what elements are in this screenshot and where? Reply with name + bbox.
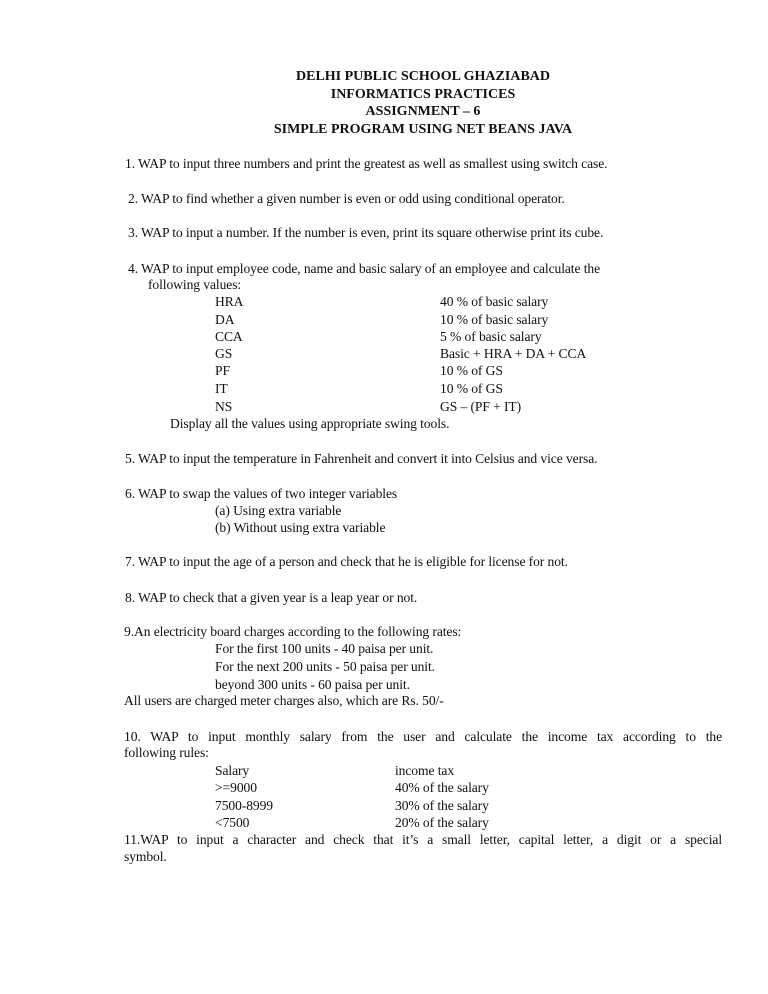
q4-row-value: Basic + HRA + DA + CCA — [440, 346, 587, 361]
subject-heading: INFORMATICS PRACTICES — [330, 87, 516, 102]
assignment-heading: ASSIGNMENT – 6 — [365, 104, 481, 119]
question-9-footer: All users are charged meter charges also, which are Rs. 50/- — [124, 693, 444, 708]
question-10-line1: 10. WAP to input monthly salary from the user and calculate the income tax according to the — [124, 729, 722, 744]
q10-row-label: >=9000 — [215, 780, 257, 795]
q4-row-value: 10 % of basic salary — [440, 312, 549, 327]
q4-row-label: CCA — [215, 329, 243, 344]
topic-heading: SIMPLE PROGRAM USING NET BEANS JAVA — [273, 122, 573, 137]
question-2: 2. WAP to find whether a given number is even or odd using conditional operator. — [128, 191, 565, 206]
q9-rate: For the first 100 units - 40 paisa per unit. — [215, 641, 434, 656]
q10-row-value: 40% of the salary — [395, 780, 489, 795]
question-5: 5. WAP to input the temperature in Fahrenheit and convert it into Celsius and vice versa. — [125, 451, 598, 466]
question-3: 3. WAP to input a number. If the number is even, print its square otherwise print its cube. — [128, 225, 604, 240]
question-1: 1. WAP to input three numbers and print the greatest as well as smallest using switch case. — [125, 156, 608, 171]
question-4-line2: following values: — [148, 277, 242, 292]
question-6-line1: 6. WAP to swap the values of two integer variables — [125, 486, 398, 501]
question-6-option-a: (a) Using extra variable — [215, 503, 342, 518]
question-9-line1: 9.An electricity board charges according to the following rates: — [124, 624, 462, 639]
q10-row-value: income tax — [395, 763, 455, 778]
q10-row-label: Salary — [215, 763, 250, 778]
q4-row-value: 10 % of GS — [440, 381, 503, 396]
q4-row-label: GS — [215, 346, 233, 361]
q4-row-value: 40 % of basic salary — [440, 294, 549, 309]
school-heading: DELHI PUBLIC SCHOOL GHAZIABAD — [296, 69, 550, 84]
q9-rate: For the next 200 units - 50 paisa per unit. — [215, 659, 435, 674]
q10-row-label: 7500-8999 — [215, 798, 274, 813]
q10-row-label: <7500 — [215, 815, 250, 830]
question-8: 8. WAP to check that a given year is a leap year or not. — [125, 590, 418, 605]
q9-rate: beyond 300 units - 60 paisa per unit. — [215, 677, 410, 692]
question-4-line1: 4. WAP to input employee code, name and basic salary of an employee and calculate the — [128, 261, 601, 276]
q10-row-value: 30% of the salary — [395, 798, 489, 813]
q4-row-label: NS — [215, 399, 233, 414]
q4-row-label: IT — [215, 381, 228, 396]
question-11-line1: 11.WAP to input a character and check that it’s a small letter, capital letter, a digit or a special — [124, 832, 722, 847]
question-7: 7. WAP to input the age of a person and check that he is eligible for license for not. — [125, 554, 568, 569]
question-10-line2: following rules: — [124, 745, 209, 760]
q4-row-label: DA — [215, 312, 235, 327]
question-6-option-b: (b) Without using extra variable — [215, 520, 386, 535]
question-4-footer: Display all the values using appropriate swing tools. — [170, 416, 450, 431]
q4-row-value: 5 % of basic salary — [440, 329, 542, 344]
q4-row-value: 10 % of GS — [440, 363, 503, 378]
q4-row-label: PF — [215, 363, 230, 378]
q10-row-value: 20% of the salary — [395, 815, 489, 830]
q4-row-label: HRA — [215, 294, 244, 309]
question-11-line2: symbol. — [124, 849, 167, 864]
q4-row-value: GS – (PF + IT) — [440, 399, 522, 414]
